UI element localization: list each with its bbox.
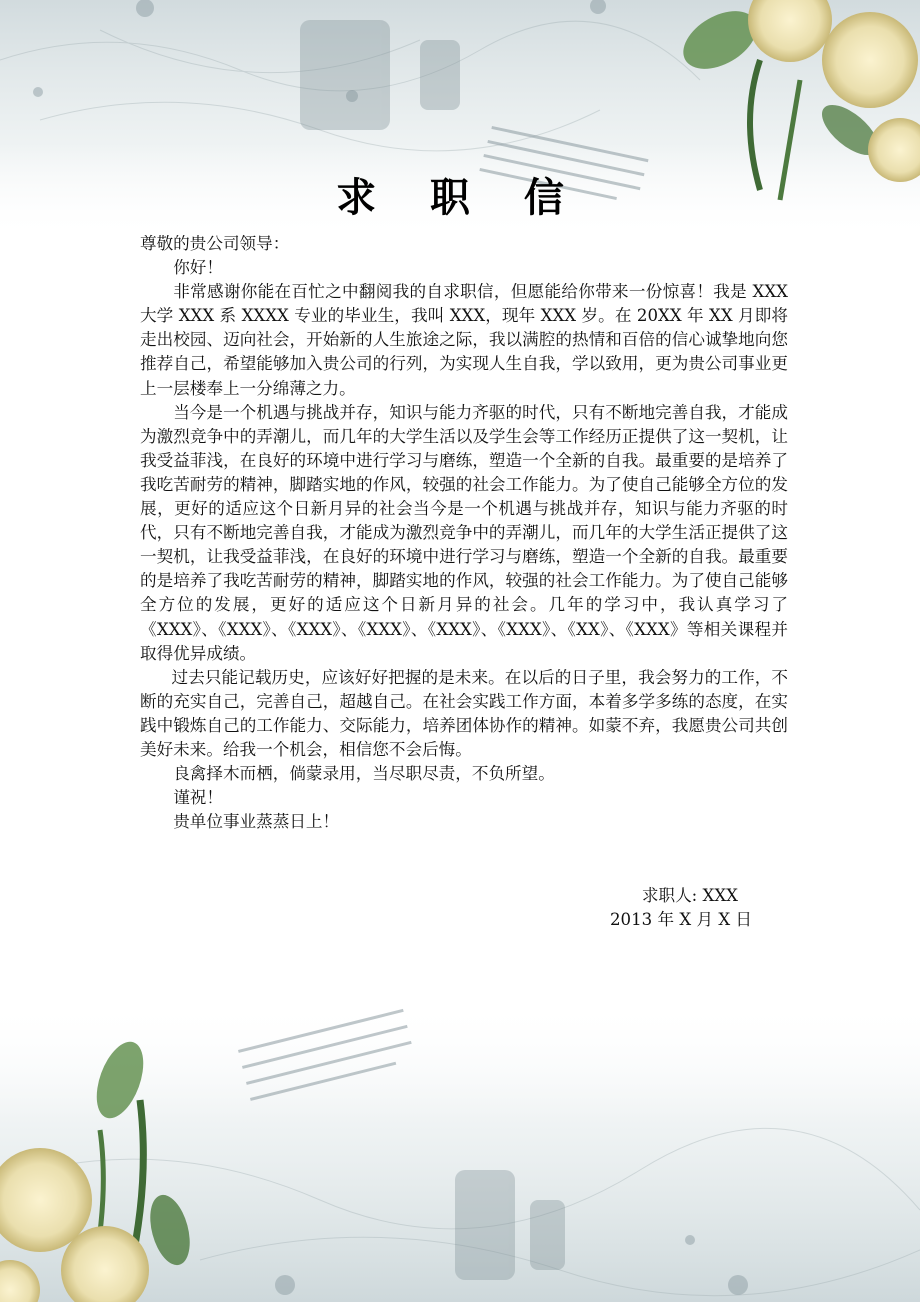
wish: 贵单位事业蒸蒸日上！ (173, 812, 340, 832)
paragraph-future: 过去只能记载历史，应该好好把握的是未来。在以后的日子里，我会努力的工作，不断的充实自己，完善自己，超越自己。在社会实践工作方面，本着多学多练的态度，在实践中锻炼自己的工作能力、交际能力，培养团体协作的精神。如蒙不弃，我愿贵公司共创美好未来。给我一个机会，相信您不会后悔。 (140, 667, 788, 759)
signature-block (610, 884, 752, 932)
regards: 谨祝！ (173, 788, 223, 808)
letter-body (140, 232, 788, 834)
signature-date: 2013 年 X 月 X 日 (609, 910, 752, 930)
page-title: 求 职 信 (336, 174, 584, 221)
greeting: 你好！ (173, 258, 223, 278)
salutation: 尊敬的贵公司领导： (140, 234, 290, 253)
paragraph-intro: 非常感谢你能在百忙之中翻阅我的自求职信，但愿能给你带来一份惊喜！我是 XXX 大学 XXX 系 XXXX 专业的毕业生，我叫 XXX，现年 XXX 岁。在 20XX 年 XX 月即将走出校园、迈向社会，开始新的人生旅途之际，我以满腔的热情和百倍的信心诚挚地向您推荐自己，希望能够加入贵公司的行列，为实现人生自我，学以致用，更为贵公司事业更上一层楼奉上一分绵薄之力。 (140, 282, 788, 398)
closing-line: 良禽择木而栖，倘蒙录用，当尽职尽责，不负所望。 (173, 764, 555, 784)
signature-name: 求职人: XXX (641, 886, 738, 905)
paragraph-experience: 当今是一个机遇与挑战并存，知识与能力齐驱的时代，只有不断地完善自我，才能成为激烈竞争中的弄潮儿，而几年的大学生活以及学生会等工作经历正提供了这一契机，让我受益菲浅，在良好的环境中进行学习与磨练，塑造一个全新的自我。最重要的是培养了我吃苦耐劳的精神，脚踏实地的作风，较强的社会工作能力。为了使自己能够全方位的发展，更好的适应这个日新月异的社会当今是一个机遇与挑战并存，知识与能力齐驱的时代，只有不断地完善自我，才能成为激烈竞争中的弄潮儿，而几年的大学生活正提供了这一契机，让我受益菲浅，在良好的环境中进行学习与磨练，塑造一个全新的自我。最重要的是培养了我吃苦耐劳的精神，脚踏实地的作风，较强的社会工作能力。为了使自己能够全方位的发展，更好的适应这个日新月异的社会。几年的学习中，我认真学习了《XXX》、《XXX》、《XXX》、《XXX》、《XXX》、《XXX》、《XX》、《XXX》等相关课程并取得优异成绩。 (140, 402, 788, 663)
